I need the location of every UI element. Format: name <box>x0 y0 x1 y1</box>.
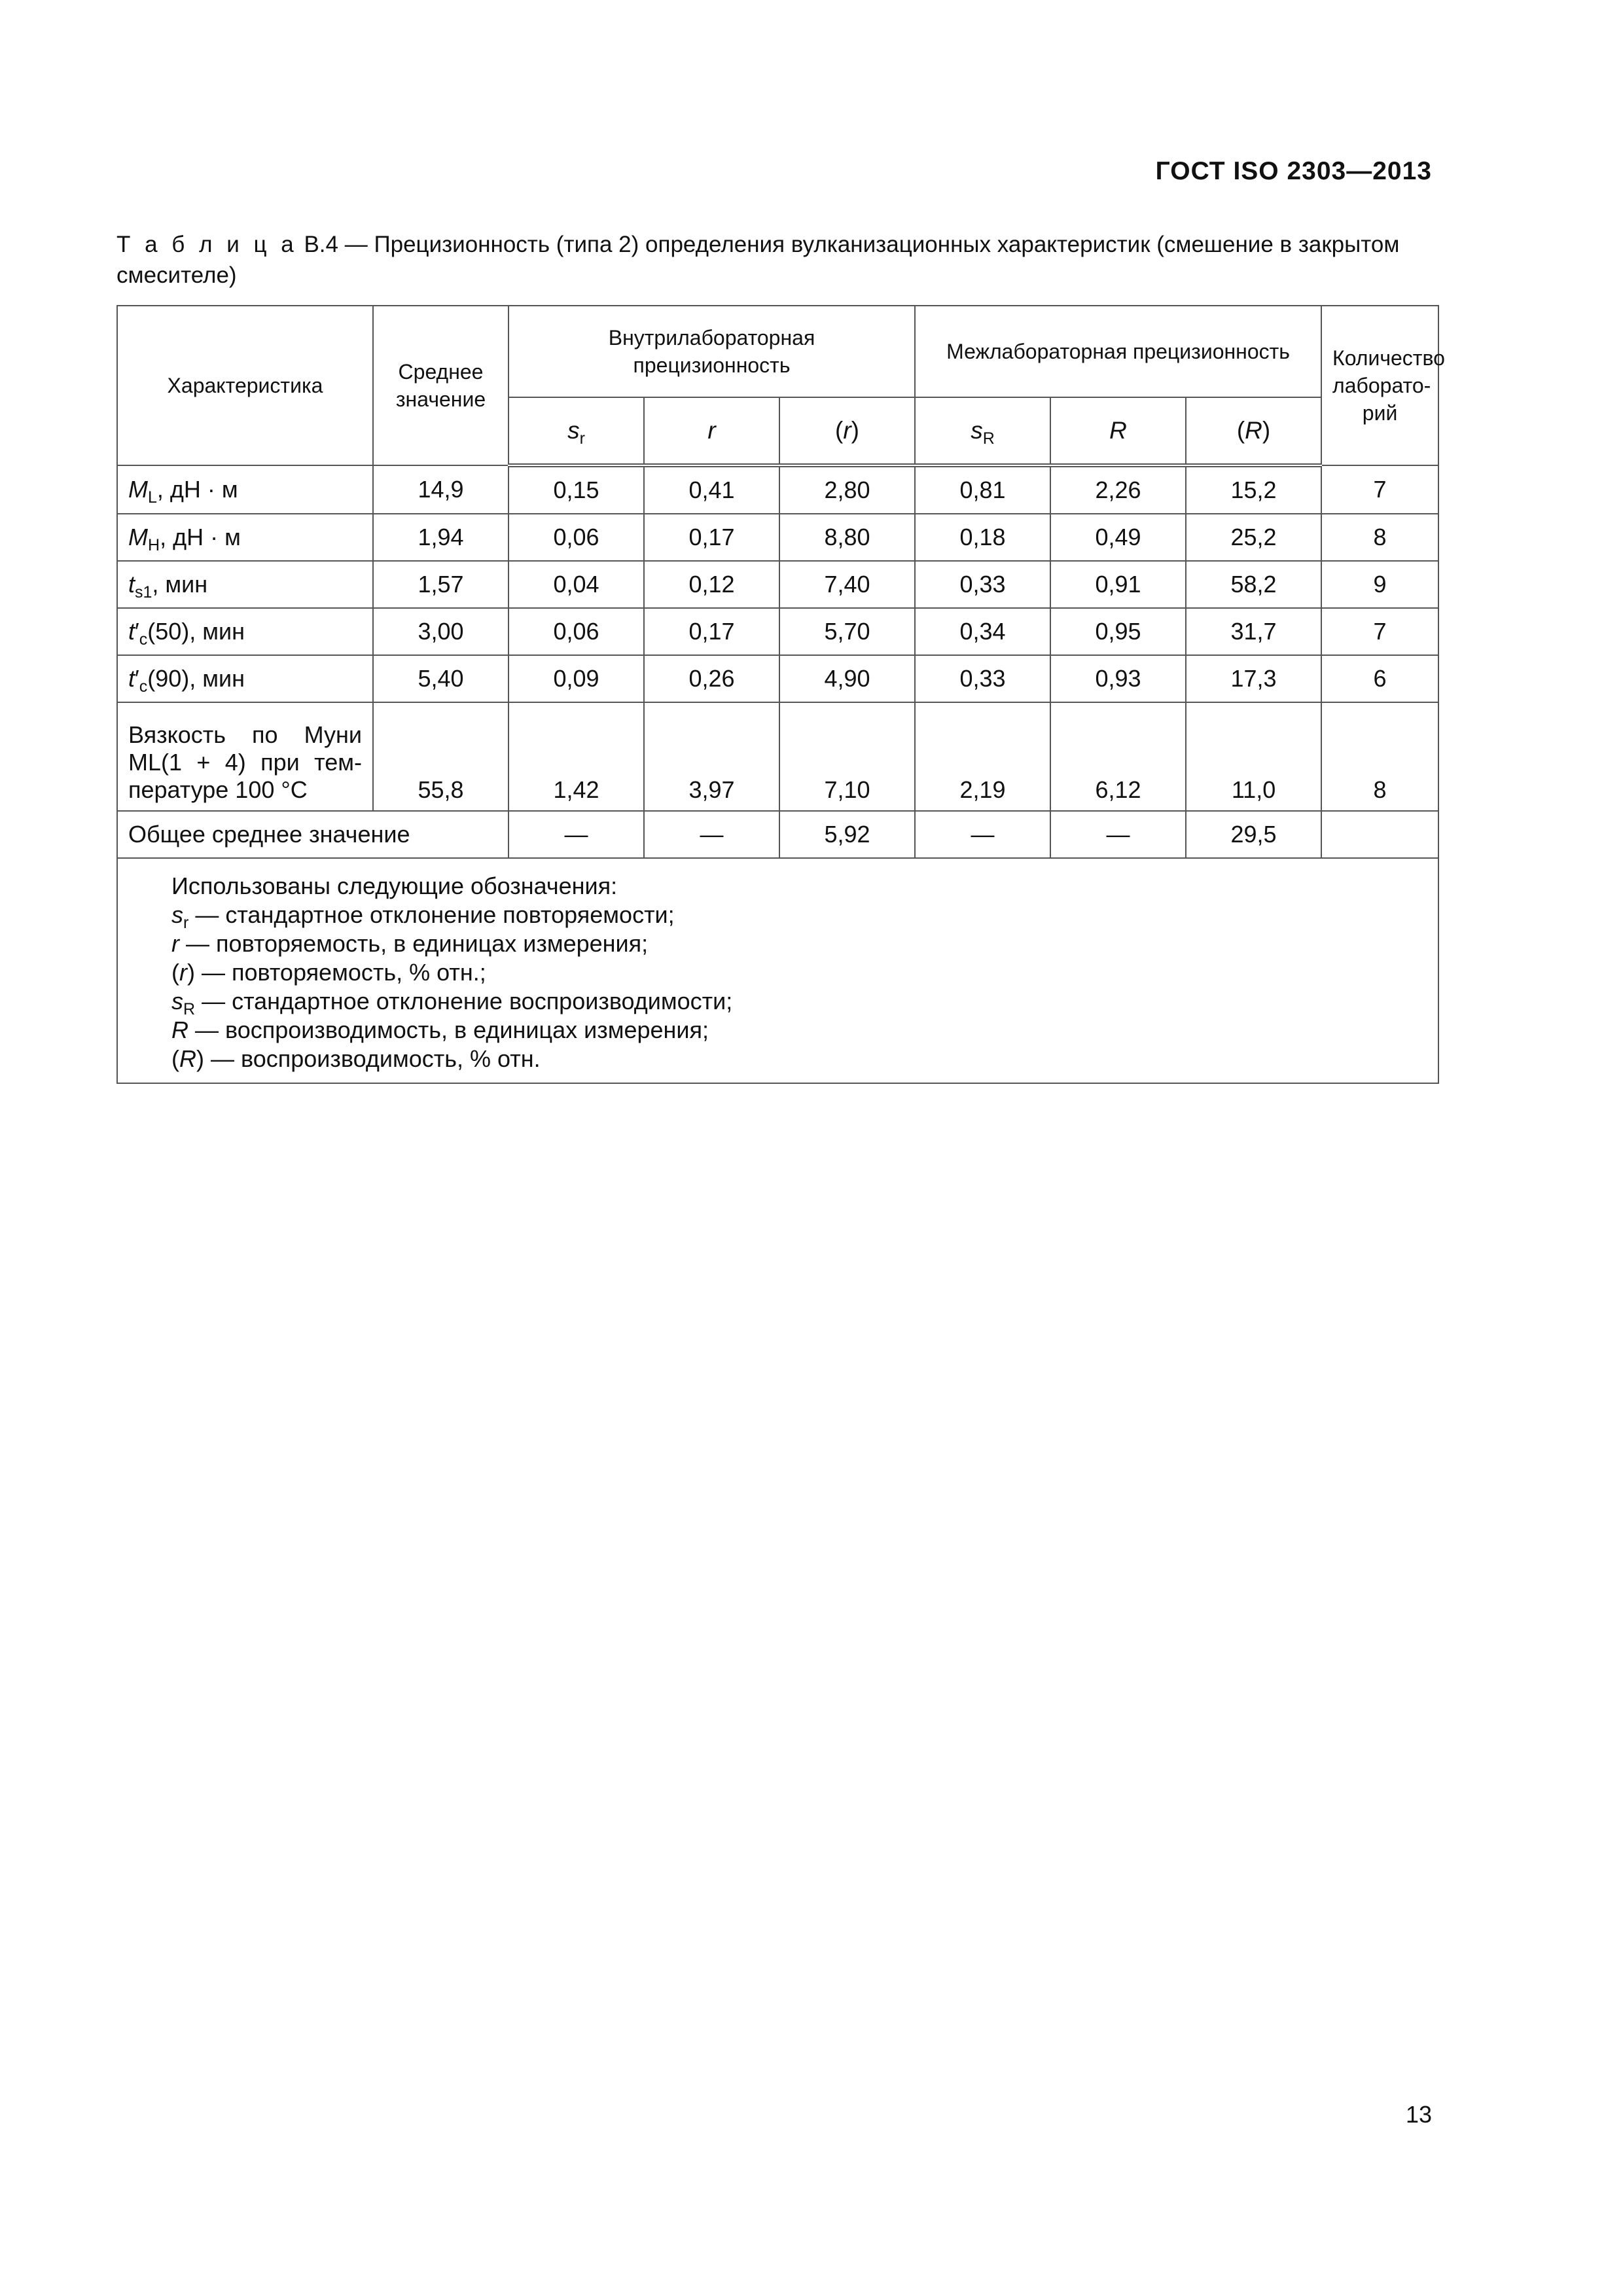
table-row <box>117 561 1438 608</box>
notes-intro: Использованы следующие обозначения: <box>171 872 618 899</box>
cell: 55,8 <box>373 702 508 811</box>
cell: 2,26 <box>1050 465 1186 514</box>
cell: 29,5 <box>1186 811 1321 858</box>
header-R: R <box>1050 397 1186 465</box>
table-row <box>117 514 1438 561</box>
header-r-rel: (r) <box>779 397 915 465</box>
cell: 0,33 <box>915 655 1050 702</box>
note-R-rel: (R) — воспроизводимость, % отн. <box>171 1045 541 1072</box>
cell: 6 <box>1321 655 1438 702</box>
cell: 0,17 <box>644 514 779 561</box>
note-sr: $s_r$ — стандартное отклонение повторяемости; <box>171 901 675 932</box>
cell: 58,2 <box>1186 561 1321 608</box>
row-label: Общее среднее значение <box>117 811 508 858</box>
cell: 0,12 <box>644 561 779 608</box>
cell: — <box>508 811 644 858</box>
table-notes-row <box>117 858 1438 1083</box>
cell: 7 <box>1321 465 1438 514</box>
header-sr: $s_r$ <box>508 397 644 465</box>
cell: 6,12 <box>1050 702 1186 811</box>
cell: 7 <box>1321 608 1438 655</box>
cell: 0,49 <box>1050 514 1186 561</box>
cell: 1,57 <box>373 561 508 608</box>
table-body <box>117 465 1438 702</box>
precision-table <box>116 305 1445 1084</box>
cell: 0,91 <box>1050 561 1186 608</box>
row-label: $M_H$, дН · м <box>117 514 373 561</box>
cell: 11,0 <box>1186 702 1321 811</box>
cell: 15,2 <box>1186 465 1321 514</box>
table-notes <box>117 858 1438 1083</box>
cell: 0,41 <box>644 465 779 514</box>
table-row <box>117 608 1438 655</box>
cell: 0,04 <box>508 561 644 608</box>
cell: — <box>644 811 779 858</box>
table-row <box>117 465 1438 514</box>
cell: 25,2 <box>1186 514 1321 561</box>
cell: 17,3 <box>1186 655 1321 702</box>
cell: — <box>1050 811 1186 858</box>
cell <box>1321 811 1438 858</box>
cell: 5,40 <box>373 655 508 702</box>
cell: 3,97 <box>644 702 779 811</box>
page-number: 13 <box>1405 2101 1432 2128</box>
cell: 5,92 <box>779 811 915 858</box>
header-r: r <box>644 397 779 465</box>
cell: 7,40 <box>779 561 915 608</box>
cell: 5,70 <box>779 608 915 655</box>
cell: 0,17 <box>644 608 779 655</box>
cell: 0,95 <box>1050 608 1186 655</box>
cell: 1,42 <box>508 702 644 811</box>
cell: 0,26 <box>644 655 779 702</box>
cell: 9 <box>1321 561 1438 608</box>
row-label: $t_{s1}$, мин <box>117 561 373 608</box>
cell: 0,33 <box>915 561 1050 608</box>
cell: 0,06 <box>508 514 644 561</box>
caption-text: В.4 — Прецизионность (типа 2) определения вулканизационных характеристик (смешение в закрытом смесителе) <box>116 232 1400 288</box>
caption-label: Т а б л и ц а <box>116 232 298 257</box>
cell: 0,15 <box>508 465 644 514</box>
cell: 14,9 <box>373 465 508 514</box>
table-row <box>117 655 1438 702</box>
header-R-rel: (R) <box>1186 397 1321 465</box>
header-characteristic: Характеристика <box>117 306 373 465</box>
row-label: Вязкость по Муни ML(1 + 4) при тем-пературе 100 °С <box>117 702 373 811</box>
note-r: r — повторяемость, в единицах измерения; <box>171 930 649 957</box>
row-label: $M_L$, дН · м <box>117 465 373 514</box>
table-caption <box>116 229 1437 291</box>
cell: — <box>915 811 1050 858</box>
note-sR: $s_R$ — стандартное отклонение воспроизводимости; <box>171 988 733 1018</box>
cell: 2,19 <box>915 702 1050 811</box>
cell: 8 <box>1321 702 1438 811</box>
cell: 3,00 <box>373 608 508 655</box>
cell: 0,93 <box>1050 655 1186 702</box>
row-label: $t'_c(50)$, мин <box>117 608 373 655</box>
cell: 7,10 <box>779 702 915 811</box>
header-intra-lab: Внутрилабораторная прецизионность <box>508 306 915 397</box>
cell: 0,34 <box>915 608 1050 655</box>
cell: 1,94 <box>373 514 508 561</box>
row-label: $t'_c(90)$, мин <box>117 655 373 702</box>
cell: 0,18 <box>915 514 1050 561</box>
cell: 4,90 <box>779 655 915 702</box>
cell: 0,09 <box>508 655 644 702</box>
cell: 0,06 <box>508 608 644 655</box>
cell: 31,7 <box>1186 608 1321 655</box>
table-row-overall <box>117 811 1438 858</box>
cell: 8 <box>1321 514 1438 561</box>
header-sR: $s_R$ <box>915 397 1050 465</box>
document-header: ГОСТ ISO 2303—2013 <box>1155 157 1432 185</box>
cell: 0,81 <box>915 465 1050 514</box>
header-mean: Среднее значение <box>373 306 508 465</box>
note-r-rel: (r) — повторяемость, % отн.; <box>171 959 486 986</box>
note-R: R — воспроизводимость, в единицах измерения; <box>171 1016 709 1043</box>
cell: 2,80 <box>779 465 915 514</box>
header-inter-lab: Межлабораторная прецизионность <box>915 306 1321 397</box>
cell: 8,80 <box>779 514 915 561</box>
table-row <box>117 702 1438 811</box>
header-labs-count: Количество лаборато-рий <box>1321 306 1438 465</box>
